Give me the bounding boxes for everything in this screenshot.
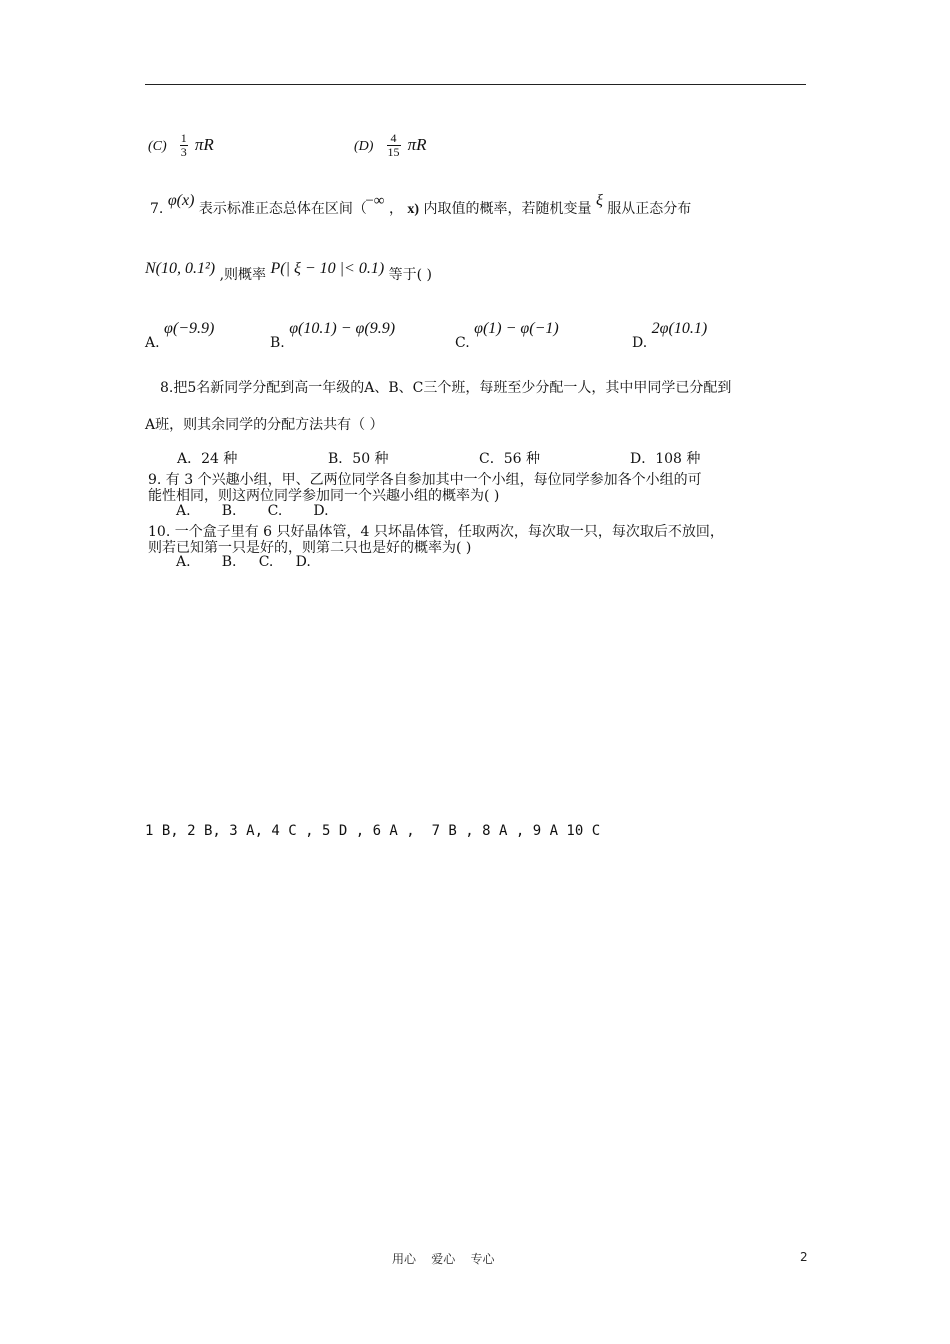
q6-option-d-denominator: 15	[387, 145, 400, 159]
q7-option-b	[270, 320, 396, 351]
header-rule	[145, 84, 806, 85]
q7-probability: P(| ξ − 10 |< 0.1)	[270, 260, 385, 277]
q9-line1: 9. 有 3 个兴趣小组，甲、乙两位同学各自参加其中一个小组，每位同学参加各个小组的可	[148, 472, 702, 488]
q10-line1: 10. 一个盒子里有 6 只好晶体管，4 只坏晶体管，任取两次，每次取一只，每次取后不放回，	[148, 524, 724, 540]
q7-text3: 内取值的概率，若随机变量	[423, 201, 592, 217]
q9-options: A. B. C. D.	[176, 503, 329, 519]
q6-option-c-denominator: 3	[180, 145, 187, 159]
q8-line2: A班，则其余同学的分配方法共有（ ）	[145, 417, 384, 433]
q9-line2: 能性相同，则这两位同学参加同一个兴趣小组的概率为( )	[148, 488, 500, 504]
q7-option-a-expr: φ(−9.9)	[164, 320, 215, 337]
q7-option-b-label: B.	[270, 335, 285, 351]
q7-option-d-label: D.	[632, 335, 648, 351]
q7-option-d-expr: 2φ(10.1)	[651, 320, 708, 337]
q7-option-c-expr: φ(1) − φ(−1)	[474, 320, 559, 337]
page-number: 2	[800, 1250, 808, 1264]
footer-text: 用心 爱心 专心	[392, 1252, 495, 1266]
q6-option-c-label: (C)	[148, 139, 167, 154]
q7-text5: ,则概率	[219, 267, 267, 283]
q7-option-b-expr: φ(10.1) − φ(9.9)	[289, 320, 396, 337]
q7-text1: 表示标准正态总体在区间（	[198, 201, 367, 217]
q7-xi: ξ	[595, 192, 603, 209]
q7-number: 7.	[150, 201, 164, 217]
q8-option-d: D．108 种	[630, 451, 701, 467]
q8-option-a: A．24 种	[177, 451, 238, 467]
q7-text4: 服从正态分布	[607, 201, 692, 217]
answer-key: 1 B, 2 B, 3 A, 4 C , 5 D , 6 A , 7 B , 8 A , 9 A 10 C	[145, 823, 601, 839]
q7-option-a	[145, 320, 215, 351]
q7-line2	[145, 258, 432, 288]
q6-option-d-label: (D)	[354, 139, 374, 154]
q8-option-b: B．50 种	[328, 451, 389, 467]
q7-text2: ，	[388, 201, 403, 217]
q6-option-c-numerator: 1	[180, 131, 187, 145]
q7-x-close: x)	[407, 202, 420, 217]
q7-neg-inf: −∞	[365, 193, 385, 209]
q7-option-c	[455, 320, 559, 351]
q6-option-d	[354, 132, 427, 159]
q7-option-d	[632, 320, 708, 351]
q7-distribution: N(10, 0.1²)	[145, 260, 216, 277]
q6-option-c-fraction	[180, 132, 188, 159]
q6-option-d-numerator: 4	[387, 132, 401, 146]
q6-option-c-tail: πR	[194, 135, 214, 154]
q6-option-c	[148, 132, 214, 159]
q7-option-a-label: A.	[145, 335, 160, 351]
q8-option-c: C．56 种	[479, 451, 540, 467]
q7-text6: 等于( )	[388, 267, 432, 283]
q7-line1	[150, 190, 691, 220]
q10-line2: 则若已知第一只是好的，则第二只也是好的概率为( )	[148, 540, 472, 556]
q7-phi-x: φ(x)	[167, 192, 195, 209]
q10-options: A. B. C. D.	[176, 554, 311, 570]
q7-option-c-label: C.	[455, 335, 470, 351]
q6-option-d-fraction	[387, 132, 401, 159]
q6-option-d-tail: πR	[407, 135, 427, 154]
q8-line1: 8.把5名新同学分配到高一年级的A、B、C三个班，每班至少分配一人，其中甲同学已分配到	[160, 380, 732, 396]
